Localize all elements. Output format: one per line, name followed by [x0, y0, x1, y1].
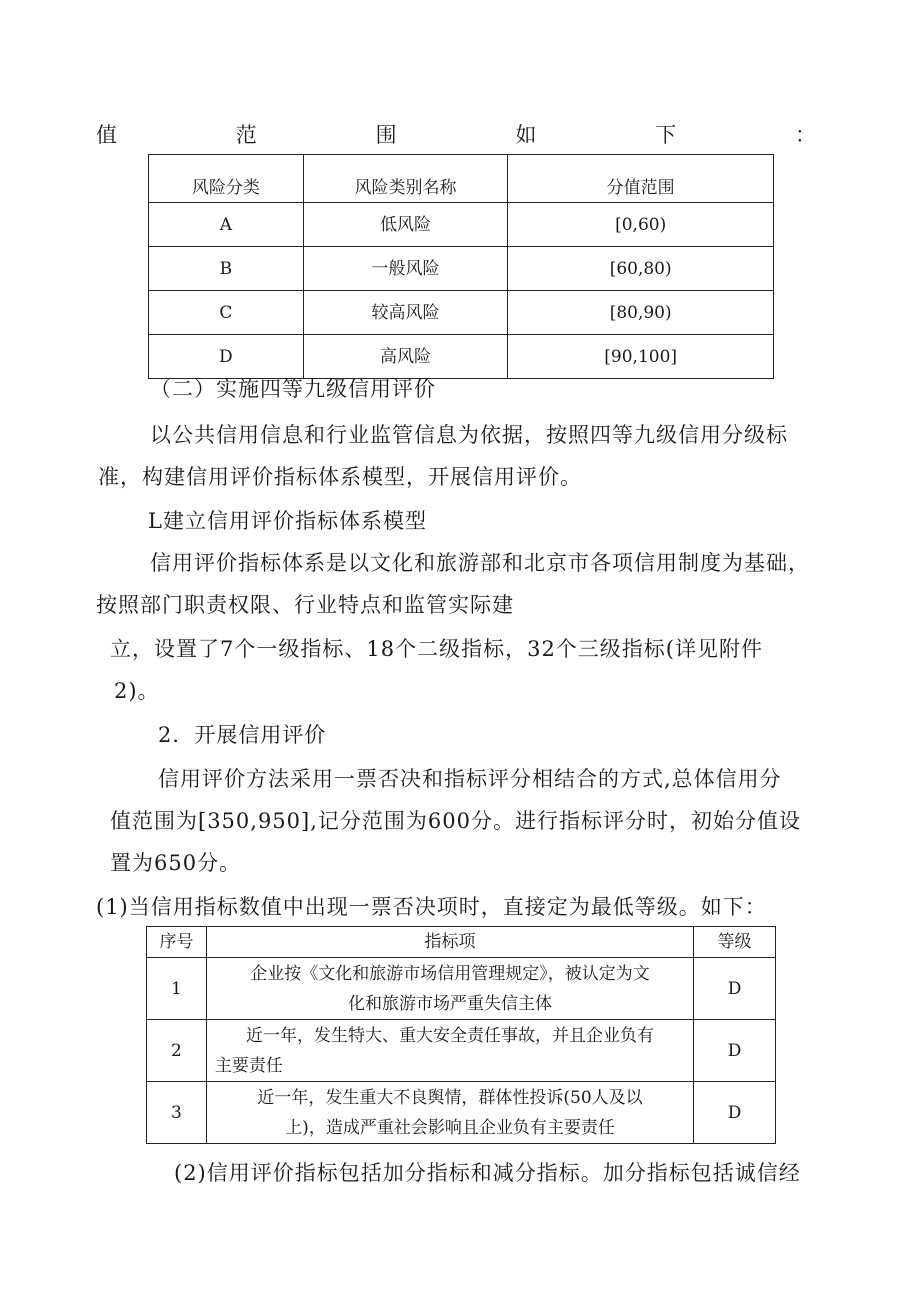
heading-char: 围	[375, 123, 397, 147]
item-title: 2．开展信用评价	[158, 723, 327, 747]
paragraph-line: 2)。	[114, 679, 160, 703]
heading-char: ：	[794, 123, 816, 147]
table-row	[149, 203, 774, 247]
table-cell: 低风险	[303, 203, 508, 247]
paragraph-line: 置为650分。	[110, 851, 242, 875]
table-cell: 一般风险	[303, 247, 508, 291]
table-cell-no: 2	[147, 1020, 207, 1082]
list-item: (1)当信用指标数值中出现一票否决项时，直接定为最低等级。如下：	[96, 895, 767, 919]
cell-line: 主要责任	[214, 1055, 283, 1076]
table-cell-item	[206, 958, 693, 1020]
table-cell-item	[206, 1082, 693, 1144]
heading-char: 下	[655, 123, 677, 147]
cell-line: 近一年，发生重大不良舆情，群体性投诉(50人及以	[257, 1087, 643, 1108]
paragraph-line: 值范围为[350,950],记分范围为600分。进行指标评分时，初始分值设	[110, 809, 801, 833]
table-cell-no: 1	[147, 958, 207, 1020]
table-cell: C	[149, 291, 304, 335]
table-header-cell: 风险分类	[149, 155, 304, 203]
heading-char: 如	[515, 123, 537, 147]
cell-line: 近一年，发生特大、重大安全责任事故，并且企业负有	[246, 1025, 655, 1046]
table-header-cell: 序号	[147, 927, 207, 958]
table-row	[147, 1020, 776, 1082]
paragraph-line: 按照部门职责权限、行业特点和监管实际建	[96, 593, 514, 617]
cell-line: 化和旅游市场严重失信主体	[348, 993, 553, 1014]
item-title: L建立信用评价指标体系模型	[148, 509, 427, 533]
list-item: (2)信用评价指标包括加分指标和减分指标。加分指标包括诚信经	[174, 1161, 801, 1185]
table-row	[147, 1082, 776, 1144]
table-cell: [60,80)	[508, 247, 774, 291]
table-cell: [80,90)	[508, 291, 774, 335]
paragraph-line: 准，构建信用评价指标体系模型，开展信用评价。	[98, 465, 582, 489]
table-cell-grade: D	[694, 958, 776, 1020]
paragraph-line: 以公共信用信息和行业监管信息为依据，按照四等九级信用分级标	[150, 423, 788, 447]
table-row	[149, 335, 774, 379]
table-header-cell: 指标项	[206, 927, 693, 958]
paragraph-line: 信用评价指标体系是以文化和旅游部和北京市各项信用制度为基础，	[150, 551, 810, 575]
cell-line: 企业按《文化和旅游市场信用管理规定》，被认定为文	[250, 963, 650, 984]
table-cell: A	[149, 203, 304, 247]
table-row	[149, 291, 774, 335]
table-row	[147, 958, 776, 1020]
table-cell: [0,60)	[508, 203, 774, 247]
heading-char: 值	[96, 123, 117, 147]
table-row	[149, 247, 774, 291]
risk-category-table	[148, 154, 774, 379]
table-cell: D	[149, 335, 304, 379]
table-header-cell: 分值范围	[508, 155, 774, 203]
table-cell-no: 3	[147, 1082, 207, 1144]
table-header-row	[147, 927, 776, 958]
table-header-row	[149, 155, 774, 203]
table-cell-grade: D	[694, 1082, 776, 1144]
veto-item-table	[146, 926, 776, 1144]
paragraph-line: 信用评价方法采用一票否决和指标评分相结合的方式,总体信用分	[158, 767, 782, 791]
table-header-cell: 风险类别名称	[303, 155, 508, 203]
table-header-cell: 等级	[694, 927, 776, 958]
table-cell-grade: D	[694, 1020, 776, 1082]
cell-line: 上)，造成严重社会影响且企业负有主要责任	[285, 1117, 615, 1138]
heading-line	[96, 120, 816, 150]
table-cell: 较高风险	[303, 291, 508, 335]
section-title: （二）实施四等九级信用评价	[150, 377, 436, 401]
table-cell: 高风险	[303, 335, 508, 379]
table-cell-item	[206, 1020, 693, 1082]
table-cell: B	[149, 247, 304, 291]
paragraph-line: 立，设置了7个一级指标、18个二级指标，32个三级指标(详见附件	[110, 637, 763, 661]
table-cell: [90,100]	[508, 335, 774, 379]
heading-char: 范	[235, 123, 257, 147]
